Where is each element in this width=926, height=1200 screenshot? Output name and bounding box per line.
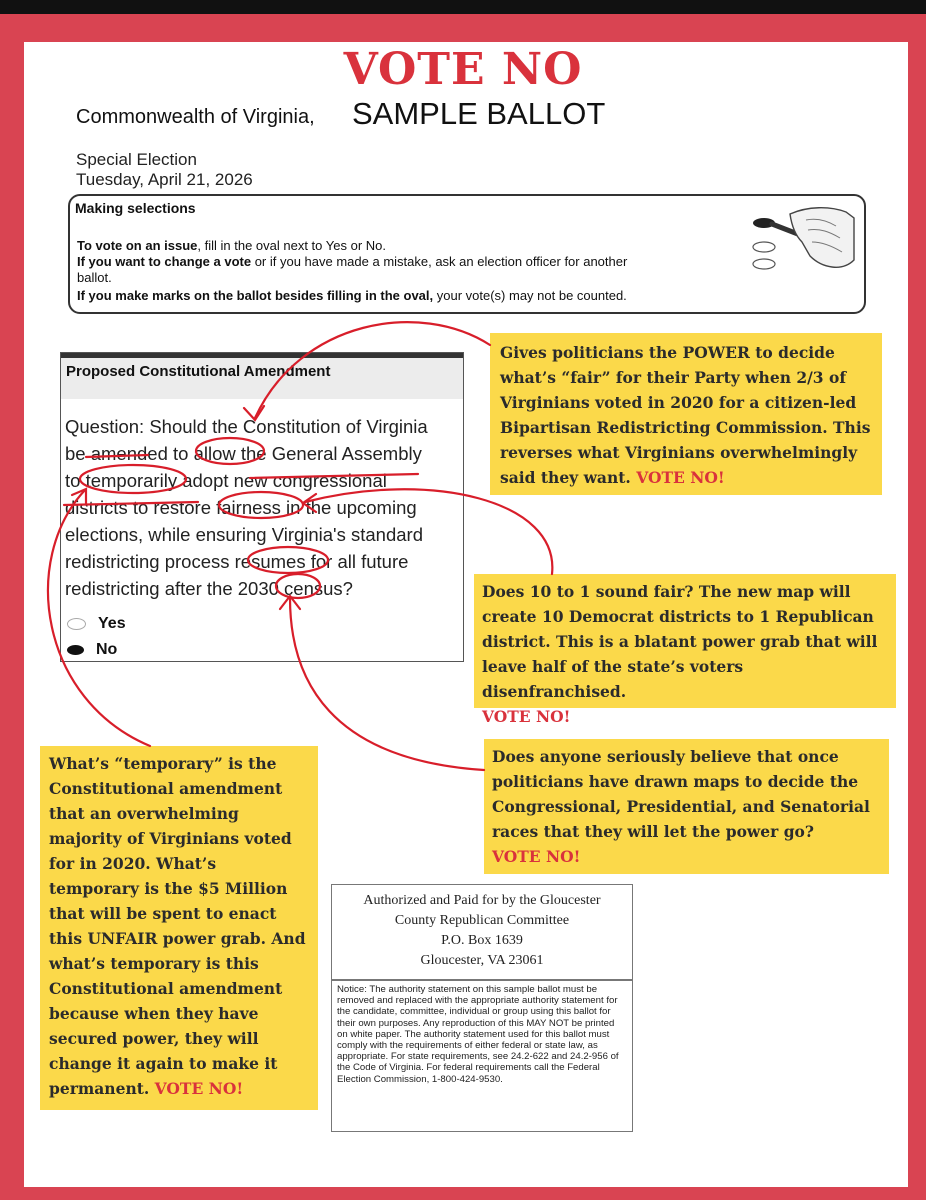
instruction-line-2-cont: ballot. [77,270,112,285]
callout-ten-to-one-vote: VOTE NO! [482,707,571,726]
arrow-let-go [290,598,484,770]
instruction-3-bold: If you make marks on the ballot besides filling in the oval, [77,288,434,303]
question-line: redistricting process resumes for all future [65,551,409,572]
authority-line: Authorized and Paid for by the Gloucester [363,893,601,908]
question-line: be amended to allow the General Assembly [65,443,422,464]
instruction-2-bold: If you want to change a vote [77,254,252,269]
authority-notice: Notice: The authority statement on this sample ballot must be removed and replaced with the appropriate authority statement for the candidate, committee, individual or group using this ballot for their own purposes. Any reproduction of this MAY NOT be printed on white paper. The authority statement used for this ballot must comply with the requirements of either federal or state law, as appropriate. For state requirements, see 24.2-622 and 24.2-956 of the Code of Virginia. For federal requirements call the Federal Election Commission, 1-800-424-9530. [331,980,633,1132]
question-line: to temporarily adopt new congressional [65,470,387,491]
callout-let-go-text: Does anyone seriously believe that once politicians have drawn maps to decide the Congressional, Presidential, and Senatorial races that they will let the power go? [492,747,870,841]
authority-line: Gloucester, VA 23061 [420,953,544,968]
circle-allow [196,438,264,464]
authority-line: P.O. Box 1639 [441,933,523,948]
circle-temporarily [80,465,186,493]
instructions-title: Making selections [75,200,196,216]
circle-resumes [248,547,328,573]
instruction-2-text: or if you have made a mistake, ask an election officer for another [251,254,628,269]
strike-amended [86,455,148,457]
callout-power-text: Gives politicians the POWER to decide what’s “fair” for their Party when 2/3 of Virginians voted in 2020 for a citizen-led Bipartisan Redistricting Commission. This reverses what Virginians overwhelmingly said they want. [500,343,871,487]
question-line: districts to restore fairness in the upcoming [65,497,417,518]
callout-temporary-text: What’s “temporary” is the Constitutional amendment that an overwhelming majority of Virginians voted for in 2020. What’s temporary is the $5 Million that will be spent to enact this UNFAIR power grab. And what’s temporary is this Constitutional amendment because when they have secured power, they will change it again to make it permanent. [49,754,306,1098]
circle-fairness [219,492,303,518]
instruction-1-bold: To vote on an issue [77,238,198,253]
callout-power-vote: VOTE NO! [636,468,725,487]
authority-line: County Republican Committee [394,913,570,928]
question-line: redistricting after the 2030 census? [65,578,353,599]
arrow-power [255,322,490,418]
callout-ten-to-one-text: Does 10 to 1 sound fair? The new map will create 10 Democrat districts to 1 Republican district. This is a blatant power grab that will leave half of the state’s voters disenfranchised. [482,582,878,701]
strike-districts-to [64,502,198,505]
arrow-ten-to-one [305,489,552,574]
instruction-3-text: your vote(s) may not be counted. [433,288,627,303]
sample-ballot-title: SAMPLE BALLOT [352,96,606,131]
instruction-1-text: , fill in the oval next to Yes or No. [197,238,386,253]
ballot-heading: Proposed Constitutional Amendment [66,363,331,380]
strike-congressional [250,474,418,478]
option-no-label: No [96,641,118,658]
circle-2030 [276,574,320,598]
question-line: Question: Should the Constitution of Virginia [65,416,428,437]
callout-let-go-vote: VOTE NO! [492,847,581,866]
election-type: Special Election [76,150,197,169]
arrow-temporary [48,490,150,746]
vote-no-title: VOTE NO [343,44,583,95]
option-yes-label: Yes [98,615,126,632]
election-date: Tuesday, April 21, 2026 [76,170,253,189]
callout-temporary-vote: VOTE NO! [154,1079,244,1098]
commonwealth-label: Commonwealth of Virginia, [76,106,315,128]
question-line: elections, while ensuring Virginia's standard [65,524,423,545]
